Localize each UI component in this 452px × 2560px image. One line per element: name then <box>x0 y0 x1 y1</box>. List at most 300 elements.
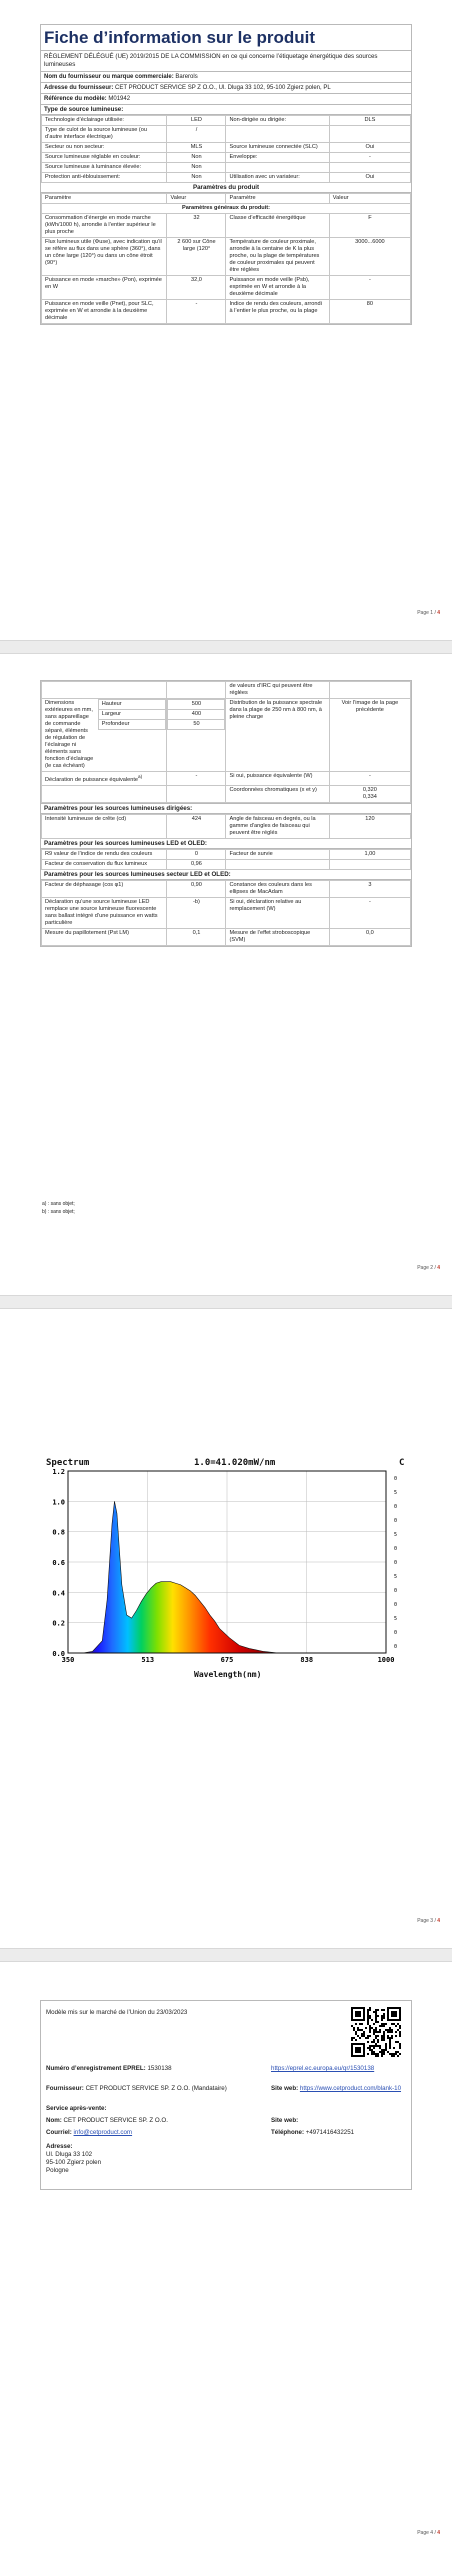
qr-module <box>395 2051 397 2053</box>
qr-module <box>393 2053 395 2055</box>
param-value: 0,1 <box>167 928 226 945</box>
qr-module <box>387 2009 389 2011</box>
qr-module <box>383 2037 385 2039</box>
param-value: 1,00 <box>329 849 410 859</box>
qr-module <box>373 2051 375 2053</box>
dim-key: Profondeur <box>98 720 166 730</box>
equiv-value: - <box>167 772 226 786</box>
param-label: Température de couleur proximale, arrondie à la centaine de K la plus proche, ou la plage de températures de couleur proximales qui peuvent être réglées <box>226 238 329 276</box>
param-value: 0,0 <box>329 928 410 945</box>
qr-module <box>389 2041 391 2043</box>
page-number <box>417 1265 440 1271</box>
qr-module <box>373 2011 375 2013</box>
qr-module <box>369 2009 371 2011</box>
spectrum-svg <box>44 1455 409 1679</box>
qr-module <box>377 2039 379 2041</box>
qr-module <box>393 2047 395 2049</box>
qr-module <box>399 2015 401 2017</box>
qr-module <box>395 2025 397 2027</box>
page-1-sheet <box>40 24 412 325</box>
param-value: 0,90 <box>167 880 226 897</box>
qr-module <box>379 2029 381 2031</box>
param-label: Constance des couleurs dans les ellipses de MacAdam <box>226 880 329 897</box>
x-tick-label: 838 <box>300 1656 314 1664</box>
qr-module <box>395 2015 397 2017</box>
qr-module <box>367 2023 369 2025</box>
qr-module <box>367 2013 369 2015</box>
qr-module <box>363 2047 365 2049</box>
qr-module <box>357 2027 359 2029</box>
qr-module <box>389 2043 391 2045</box>
right-tick-label: 0 <box>394 1588 398 1594</box>
right-tick-label: 0 <box>394 1644 398 1650</box>
table-row <box>42 897 411 928</box>
qr-module <box>369 2045 371 2047</box>
param-label: Consommation d’énergie en mode marche (kWh/1000 h), arrondie à l’entier supérieur le plus proche <box>42 214 167 238</box>
qr-module <box>391 2019 393 2021</box>
param-value <box>329 859 410 869</box>
dim-key: Largeur <box>98 710 166 720</box>
table-row <box>42 682 411 699</box>
qr-module <box>397 2029 399 2031</box>
qr-module <box>361 2007 363 2009</box>
qr-module <box>381 2015 383 2017</box>
qr-module <box>367 2019 369 2021</box>
qr-module <box>369 2029 371 2031</box>
column-header: Paramètre <box>42 194 167 204</box>
qr-module <box>395 2011 397 2013</box>
qr-module <box>363 2051 365 2053</box>
qr-module <box>357 2029 359 2031</box>
qr-module <box>367 2011 369 2013</box>
qr-module <box>351 2009 353 2011</box>
qr-module <box>377 2021 379 2023</box>
qr-module <box>387 2015 389 2017</box>
equiv-label: Déclaration de puissance équivalente <box>45 776 138 783</box>
qr-module <box>363 2013 365 2015</box>
column-header: Valeur <box>167 194 226 204</box>
dims-label: Dimensions extérieures en mm, sans appareillage de commande séparé, éléments de régulation de l’éclairage ni éléments sans fonction d’éclairage (le cas échéant) <box>45 700 94 769</box>
mains-header: Paramètres pour les sources lumineuses secteur LED et OLED: <box>41 870 411 880</box>
table-row <box>42 276 411 300</box>
qr-module <box>375 2031 377 2033</box>
type-label: Protection anti-éblouissement: <box>42 173 167 183</box>
table-row <box>42 214 411 238</box>
x-tick-label: 513 <box>141 1656 155 1664</box>
type-value: Oui <box>329 143 410 153</box>
qr-module <box>377 2053 379 2055</box>
qr-module <box>363 2011 365 2013</box>
qr-module <box>377 2055 379 2057</box>
qr-module <box>375 2011 377 2013</box>
qr-module <box>383 2023 385 2025</box>
qr-module <box>359 2047 361 2049</box>
qr-module <box>391 2053 393 2055</box>
empty-cell <box>42 785 167 802</box>
chart-annotation: 1.0=41.020mW/nm <box>194 1458 276 1468</box>
qr-module <box>367 2037 369 2039</box>
directed-header: Paramètres pour les sources lumineuses dirigées: <box>41 803 411 814</box>
model-ref-row <box>41 94 411 105</box>
type-value: LED <box>167 116 226 126</box>
qr-module <box>355 2031 357 2033</box>
qr-module <box>371 2027 373 2029</box>
dims-values-cell <box>167 699 226 772</box>
chroma-values <box>329 785 410 802</box>
page-separator <box>0 1948 452 1962</box>
qr-module <box>383 2015 385 2017</box>
qr-code <box>351 2007 401 2057</box>
eprel-link-row <box>271 2065 401 2073</box>
qr-module <box>359 2043 361 2045</box>
page-count: 4 <box>437 1918 440 1924</box>
qr-module <box>395 2007 397 2009</box>
right-corner-label: C <box>399 1458 405 1468</box>
qr-module <box>399 2007 401 2009</box>
qr-module <box>351 2039 353 2041</box>
table-row <box>98 720 166 730</box>
type-label <box>226 126 329 143</box>
directed-table <box>41 814 411 839</box>
qr-module <box>383 2033 385 2035</box>
qr-module <box>369 2047 371 2049</box>
page-number <box>417 610 440 616</box>
qr-module <box>381 2025 383 2027</box>
qr-module <box>355 2007 357 2009</box>
y-tick-label: 1.2 <box>52 1468 65 1476</box>
qr-module <box>367 2053 369 2055</box>
type-label: Utilisation avec un variateur: <box>226 173 329 183</box>
type-label: Technologie d’éclairage utilisée: <box>42 116 167 126</box>
qr-module <box>357 2011 359 2013</box>
qr-module <box>361 2035 363 2037</box>
x-tick-label: 675 <box>220 1656 234 1664</box>
qr-module <box>397 2019 399 2021</box>
x-axis-label: Wavelength(nm) <box>194 1670 262 1679</box>
qr-module <box>363 2017 365 2019</box>
qr-module <box>395 2035 397 2037</box>
qr-module <box>361 2033 363 2035</box>
qr-module <box>359 2037 361 2039</box>
qr-module <box>393 2013 395 2015</box>
qr-module <box>351 2015 353 2017</box>
qr-module <box>375 2019 377 2021</box>
qr-module <box>385 2049 387 2051</box>
qr-module <box>381 2053 383 2055</box>
param-value: - <box>329 276 410 300</box>
qr-module <box>361 2029 363 2031</box>
qr-module <box>375 2015 377 2017</box>
general-params-header: Paramètres généraux du produit: <box>42 204 411 214</box>
qr-module <box>357 2047 359 2049</box>
qr-module <box>353 2019 355 2021</box>
type-label: Non-dirigée ou dirigée: <box>226 116 329 126</box>
qr-module <box>359 2029 361 2031</box>
qr-module <box>355 2033 357 2035</box>
page-2-sheet <box>40 680 412 947</box>
param-label: Angle de faisceau en degrés, ou la gamme d’angles de faisceau qui peuvent être réglés <box>226 814 329 838</box>
qr-module <box>387 2017 389 2019</box>
qr-module <box>351 2049 353 2051</box>
qr-module <box>371 2019 373 2021</box>
qr-module <box>353 2027 355 2029</box>
qr-module <box>389 2027 391 2029</box>
qr-module <box>381 2037 383 2039</box>
qr-module <box>375 2029 377 2031</box>
eprel-row <box>46 2065 226 2073</box>
table-header-row <box>42 194 411 204</box>
qr-module <box>389 2031 391 2033</box>
qr-module <box>389 2029 391 2031</box>
qr-module <box>351 2055 353 2057</box>
supplier-address-label: Adresse du fournisseur: <box>44 85 114 91</box>
qr-module <box>359 2011 361 2013</box>
type-label: Secteur ou non secteur: <box>42 143 167 153</box>
qr-module <box>393 2019 395 2021</box>
table-row <box>168 700 225 710</box>
qr-module <box>393 2007 395 2009</box>
type-label: Type de culot de la source lumineuse (ou d’autre interface électrique) <box>42 126 167 143</box>
qr-module <box>371 2053 373 2055</box>
type-value: - <box>329 153 410 163</box>
qr-module <box>351 2017 353 2019</box>
qr-module <box>351 2043 353 2045</box>
equiv-note: a) <box>137 774 143 779</box>
qr-module <box>375 2013 377 2015</box>
qr-module <box>391 2023 393 2025</box>
eprel-link[interactable]: https://eprel.ec.europa.eu/qr/1530138 <box>271 2065 375 2072</box>
qr-module <box>355 2011 357 2013</box>
table-row <box>42 772 411 786</box>
type-label: Source lumineuse réglable en couleur: <box>42 153 167 163</box>
qr-module <box>369 2035 371 2037</box>
qr-module <box>399 2019 401 2021</box>
qr-module <box>389 2053 391 2055</box>
qr-module <box>367 2047 369 2049</box>
qr-module <box>375 2055 377 2057</box>
qr-module <box>371 2049 373 2051</box>
email-row <box>46 2129 132 2137</box>
qr-module <box>385 2029 387 2031</box>
qr-module <box>369 2025 371 2027</box>
qr-module <box>375 2017 377 2019</box>
type-value <box>329 126 410 143</box>
qr-module <box>369 2027 371 2029</box>
qr-module <box>357 2013 359 2015</box>
si-oui-value: - <box>329 772 410 786</box>
qr-module <box>363 2009 365 2011</box>
param-value: -b) <box>167 897 226 928</box>
qr-module <box>399 2043 401 2045</box>
param-value: 0,96 <box>167 859 226 869</box>
param-value: 32 <box>167 214 226 238</box>
qr-module <box>383 2025 385 2027</box>
y-tick-label: 0.6 <box>52 1559 65 1567</box>
param-value: 80 <box>329 300 410 324</box>
param-label: Puissance en mode veille (Pnet), pour SLC, exprimée en W et arrondie à la deuxième décimale <box>42 300 167 324</box>
qr-module <box>379 2025 381 2027</box>
page-label: Page 2 / <box>417 1265 438 1271</box>
qr-module <box>357 2051 359 2053</box>
qr-module <box>357 2035 359 2037</box>
eprel-label: Numéro d’enregistrement EPREL: <box>46 2065 146 2072</box>
supplier-row <box>46 2085 256 2093</box>
page-label: Page 3 / <box>417 1918 438 1924</box>
site-web-row <box>271 2085 401 2093</box>
table-row <box>42 699 411 772</box>
qr-module <box>389 2047 391 2049</box>
qr-module <box>383 2051 385 2053</box>
right-tick-label: 5 <box>394 1532 398 1538</box>
table-row <box>42 173 411 183</box>
type-value: Non <box>167 153 226 163</box>
address-label: Adresse: <box>46 2143 73 2150</box>
qr-module <box>351 2051 353 2053</box>
table-row <box>98 710 166 720</box>
qr-module <box>363 2033 365 2035</box>
param-label: Classe d’efficacité énergétique <box>226 214 329 238</box>
page-count: 4 <box>437 1265 440 1271</box>
qr-module <box>397 2007 399 2009</box>
table-row <box>42 928 411 945</box>
equiv-label-cell <box>42 772 167 786</box>
qr-module <box>371 2051 373 2053</box>
supplier-label: Fournisseur: <box>46 2085 84 2092</box>
qr-module <box>387 2035 389 2037</box>
qr-module <box>363 2055 365 2057</box>
qr-module <box>353 2007 355 2009</box>
site-web-link[interactable]: https://www.cetproduct.com/blank-10 <box>299 2085 402 2092</box>
empty-cell <box>167 785 226 802</box>
qr-module <box>367 2017 369 2019</box>
type-value: MLS <box>167 143 226 153</box>
type-value: Oui <box>329 173 410 183</box>
qr-module <box>355 2013 357 2015</box>
qr-module <box>395 2013 397 2015</box>
qr-module <box>391 2007 393 2009</box>
qr-module <box>377 2045 379 2047</box>
qr-module <box>351 2013 353 2015</box>
qr-module <box>395 2041 397 2043</box>
qr-module <box>371 2041 373 2043</box>
table-row <box>42 814 411 838</box>
qr-module <box>355 2023 357 2025</box>
qr-module <box>361 2019 363 2021</box>
supplier-address-value: CET PRODUCT SERVICE SP Z O.O., Ul. Dluga 33 102, 95-100 Zgierz polen, PL <box>115 85 331 91</box>
qr-module <box>399 2053 401 2055</box>
qr-module <box>357 2015 359 2017</box>
param-label: Si oui, déclaration relative au remplacement (W) <box>226 897 329 928</box>
param-label: Facteur de conservation du flux lumineux <box>42 859 167 869</box>
cri-continued: de valeurs d’IRC qui peuvent être réglées <box>226 682 329 699</box>
qr-module <box>373 2041 375 2043</box>
qr-module <box>355 2055 357 2057</box>
market-text: Modèle mis sur le marché de l’Union du 23/03/2023 <box>46 2009 188 2016</box>
qr-module <box>375 2045 377 2047</box>
supplier-address-row <box>41 83 411 94</box>
address-line: Pologne <box>46 2167 69 2174</box>
qr-module <box>367 2041 369 2043</box>
qr-module <box>363 2045 365 2047</box>
qr-module <box>357 2007 359 2009</box>
qr-module <box>381 2039 383 2041</box>
qr-module <box>381 2035 383 2037</box>
qr-module <box>389 2037 391 2039</box>
table-row <box>42 116 411 126</box>
qr-module <box>387 2051 389 2053</box>
qr-module <box>363 2031 365 2033</box>
table-row <box>98 700 166 710</box>
param-label: Indice de rendu des couleurs, arrondi à l’entier le plus proche, ou la plage <box>226 300 329 324</box>
dim-key: Hauteur <box>98 700 166 710</box>
phone-label: Téléphone: <box>271 2129 305 2136</box>
qr-module <box>391 2013 393 2015</box>
qr-module <box>373 2033 375 2035</box>
document-title: Fiche d’information sur le produit <box>41 25 411 51</box>
right-tick-label: 0 <box>394 1476 398 1482</box>
qr-module <box>375 2037 377 2039</box>
empty-cell <box>42 682 167 699</box>
chroma-x: 0,320 <box>362 786 377 793</box>
type-label: Source lumineuse à luminance élevée: <box>42 163 167 173</box>
table-row <box>168 720 225 730</box>
dims-values <box>167 699 225 730</box>
qr-module <box>373 2045 375 2047</box>
right-tick-label: 0 <box>394 1630 398 1636</box>
qr-module <box>381 2019 383 2021</box>
qr-module <box>361 2055 363 2057</box>
qr-module <box>373 2053 375 2055</box>
model-ref-label: Référence du modèle: <box>44 96 107 102</box>
email-link[interactable]: info@cetproduct.com <box>73 2129 133 2136</box>
qr-module <box>391 2055 393 2057</box>
qr-module <box>399 2035 401 2037</box>
table-row <box>42 880 411 897</box>
param-value: F <box>329 214 410 238</box>
qr-module <box>357 2049 359 2051</box>
right-tick-label: 5 <box>394 1616 398 1622</box>
qr-module <box>391 2029 393 2031</box>
qr-module <box>355 2047 357 2049</box>
qr-module <box>369 2031 371 2033</box>
qr-module <box>397 2023 399 2025</box>
param-label: Flux lumineux utile (Φuse), avec indication qu’il se réfère au flux dans une sphère (360°), dans un cône large (120°) ou dans un cône étroit (90°) <box>42 238 167 276</box>
qr-module <box>369 2049 371 2051</box>
y-tick-label: 0.0 <box>52 1650 65 1658</box>
qr-module <box>391 2011 393 2013</box>
supplier-value: CET PRODUCT SERVICE SP. Z O.O. (Mandataire) <box>85 2085 227 2092</box>
qr-module <box>365 2027 367 2029</box>
param-label: Facteur de déphasage (cos φ1) <box>42 880 167 897</box>
table-row <box>42 126 411 143</box>
chroma-label: Coordonnées chromatiques (x et y) <box>226 785 329 802</box>
qr-module <box>357 2019 359 2021</box>
qr-module <box>369 2015 371 2017</box>
qr-module <box>397 2041 399 2043</box>
qr-module <box>399 2033 401 2035</box>
param-label: Puissance en mode veille (Psb), exprimée en W et arrondie à la deuxième décimale <box>226 276 329 300</box>
qr-module <box>363 2019 365 2021</box>
qr-module <box>385 2045 387 2047</box>
qr-module <box>351 2045 353 2047</box>
footnote-a: a) : sans objet; <box>42 1201 75 1207</box>
column-header: Paramètre <box>226 194 329 204</box>
mains-table <box>41 880 411 946</box>
param-value: - <box>167 300 226 324</box>
qr-module <box>367 2009 369 2011</box>
source-type-table <box>41 115 411 183</box>
name-row <box>46 2117 256 2125</box>
